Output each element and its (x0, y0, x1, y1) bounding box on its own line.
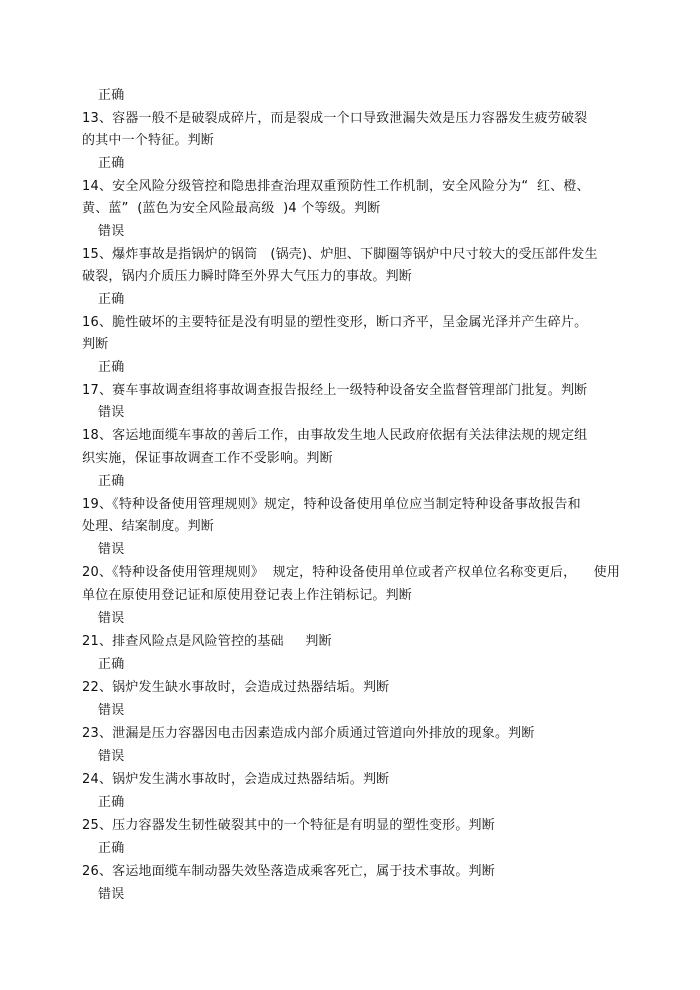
question-line: 判断 (82, 337, 109, 352)
answer-line: 错误 (98, 703, 125, 718)
answer-line: 正确 (98, 292, 125, 307)
answer-line: 正确 (98, 474, 125, 489)
question-line: 20、《特种设备使用管理规则》 规定，特种设备使用单位或者产权单位名称变更后， 使用 (82, 565, 621, 580)
answer-line: 正确 (98, 156, 125, 171)
answer-line: 错误 (98, 405, 125, 420)
question-line: 25、压力容器发生韧性破裂其中的一个特征是有明显的塑性变形。判断 (82, 818, 495, 833)
question-line: 织实施，保证事故调查工作不受影响。判断 (82, 451, 333, 466)
answer-line: 正确 (98, 88, 125, 103)
answer-line: 正确 (98, 841, 125, 856)
answer-line: 错误 (98, 224, 125, 239)
question-line: 17、赛车事故调查组将事故调查报告报经上一级特种设备安全监督管理部门批复。判断 (82, 383, 588, 398)
question-line: 破裂，锅内介质压力瞬时降至外界大气压力的事故。判断 (82, 269, 413, 284)
question-line: 19、《特种设备使用管理规则》规定，特种设备使用单位应当制定特种设备事故报告和 (82, 497, 581, 512)
question-line: 处理、结案制度。判断 (82, 519, 215, 534)
question-line: 26、客运地面缆车制动器失效坠落造成乘客死亡，属于技术事故。判断 (82, 864, 495, 879)
answer-line: 错误 (98, 887, 125, 902)
question-line: 黄、蓝” (蓝色为安全风险最高级 )4 个等级。判断 (82, 201, 381, 216)
question-line: 14、安全风险分级管控和隐患排查治理双重预防性工作机制，安全风险分为“ 红、橙、 (82, 179, 590, 194)
question-line: 15、爆炸事故是指锅炉的锅筒 (锅壳)、炉胆、下脚圈等锅炉中尺寸较大的受压部件发生 (82, 247, 598, 262)
question-line: 13、容器一般不是破裂成碎片，而是裂成一个口导致泄漏失效是压力容器发生疲劳破裂 (82, 111, 588, 126)
question-line: 的其中一个特征。判断 (82, 133, 215, 148)
answer-line: 正确 (98, 795, 125, 810)
question-line: 单位在原使用登记证和原使用登记表上作注销标记。判断 (82, 588, 413, 603)
question-line: 22、锅炉发生缺水事故时，会造成过热器结垢。判断 (82, 680, 390, 695)
answer-line: 正确 (98, 360, 125, 375)
question-line: 21、排查风险点是风险管控的基础 判断 (82, 634, 332, 649)
question-line: 24、锅炉发生满水事故时，会造成过热器结垢。判断 (82, 772, 390, 787)
question-line: 18、客运地面缆车事故的善后工作，由事故发生地人民政府依据有关法律法规的规定组 (82, 428, 588, 443)
answer-line: 正确 (98, 657, 125, 672)
answer-line: 错误 (98, 749, 125, 764)
answer-line: 错误 (98, 611, 125, 626)
answer-line: 错误 (98, 542, 125, 557)
question-line: 16、脆性破坏的主要特征是没有明显的塑性变形，断口齐平，呈金属光泽并产生碎片。 (82, 315, 588, 330)
question-line: 23、泄漏是压力容器因电击因素造成内部介质通过管道向外排放的现象。判断 (82, 726, 535, 741)
